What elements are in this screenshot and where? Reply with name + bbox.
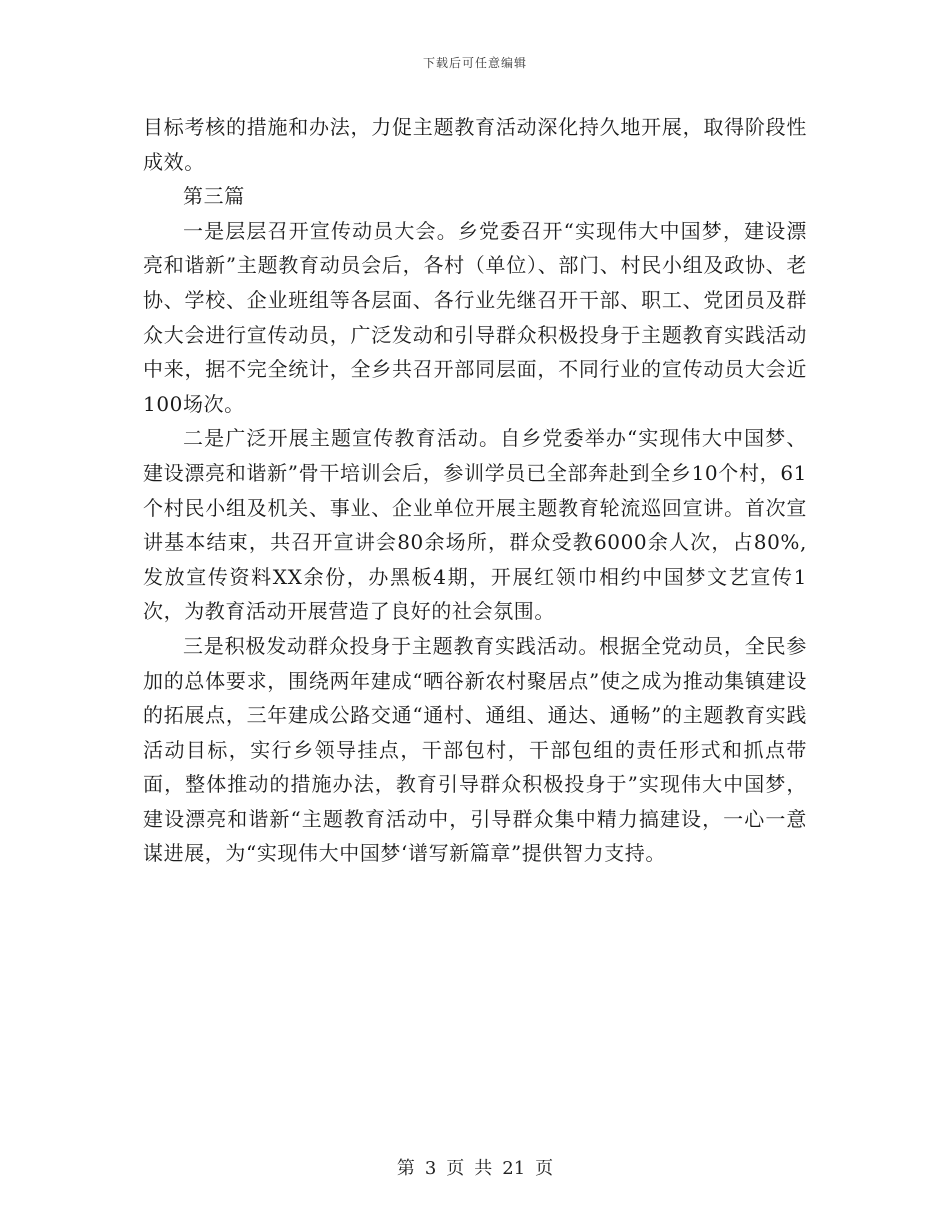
paragraph: 三是积极发动群众投身于主题教育实践活动。根据全党动员，全民参加的总体要求，围绕两年建成“晒谷新农村聚居点”使之成为推动集镇建设的拓展点，三年建成公路交通“通村、通组、通达、通畅”的主题教育实践活动目标，实行乡领导挂点，干部包村，干部包组的责任形式和抓点带面，整体推动的措施办法，教育引导群众积极投身于”实现伟大中国梦，建设漂亮和谐新“主题教育活动中，引导群众集中精力搞建设，一心一意谋进展，为“实现伟大中国梦‘谱写新篇章”提供智力支持。 [143, 633, 807, 866]
page-unit-label-end: 页 [535, 1158, 554, 1179]
paragraph: 目标考核的措施和办法，力促主题教育活动深化持久地开展，取得阶段性成效。 [143, 115, 807, 174]
page-header: 下载后可任意编辑 [422, 56, 527, 70]
total-pages-number: 21 [502, 1158, 526, 1179]
paragraph: 二是广泛开展主题宣传教育活动。自乡党委举办“实现伟大中国梦、建设漂亮和谐新”骨干培训会后，参训学员已全部奔赴到全乡10个村，61个村民小组及机关、事业、企业单位开展主题教育轮流巡回宣讲。首次宣讲基本结束，共召开宣讲会80余场所，群众受教6000余人次，占80%,发放宣传资料XX余份，办黑板4期，开展红领巾相约中国梦文艺宣传1次，为教育活动开展营造了良好的社会氛围。 [143, 426, 807, 624]
page-footer [0, 1154, 950, 1180]
document-body [143, 110, 807, 871]
paragraph: 一是层层召开宣传动员大会。乡党委召开“实现伟大中国梦，建设漂亮和谐新”主题教育动员会后，各村（单位）、部门、村民小组及政协、老协、学校、企业班组等各层面、各行业先继召开干部、职工、党团员及群众大会进行宣传动员，广泛发动和引导群众积极投身于主题教育实践活动中来，据不完全统计，全乡共召开部同层面，不同行业的宣传动员大会近100场次。 [143, 218, 807, 416]
total-label: 共 [474, 1158, 493, 1179]
page-label: 第 [396, 1158, 415, 1179]
page-unit-label: 页 [446, 1158, 465, 1179]
current-page-number: 3 [424, 1158, 437, 1179]
section-title: 第三篇 [183, 184, 245, 209]
